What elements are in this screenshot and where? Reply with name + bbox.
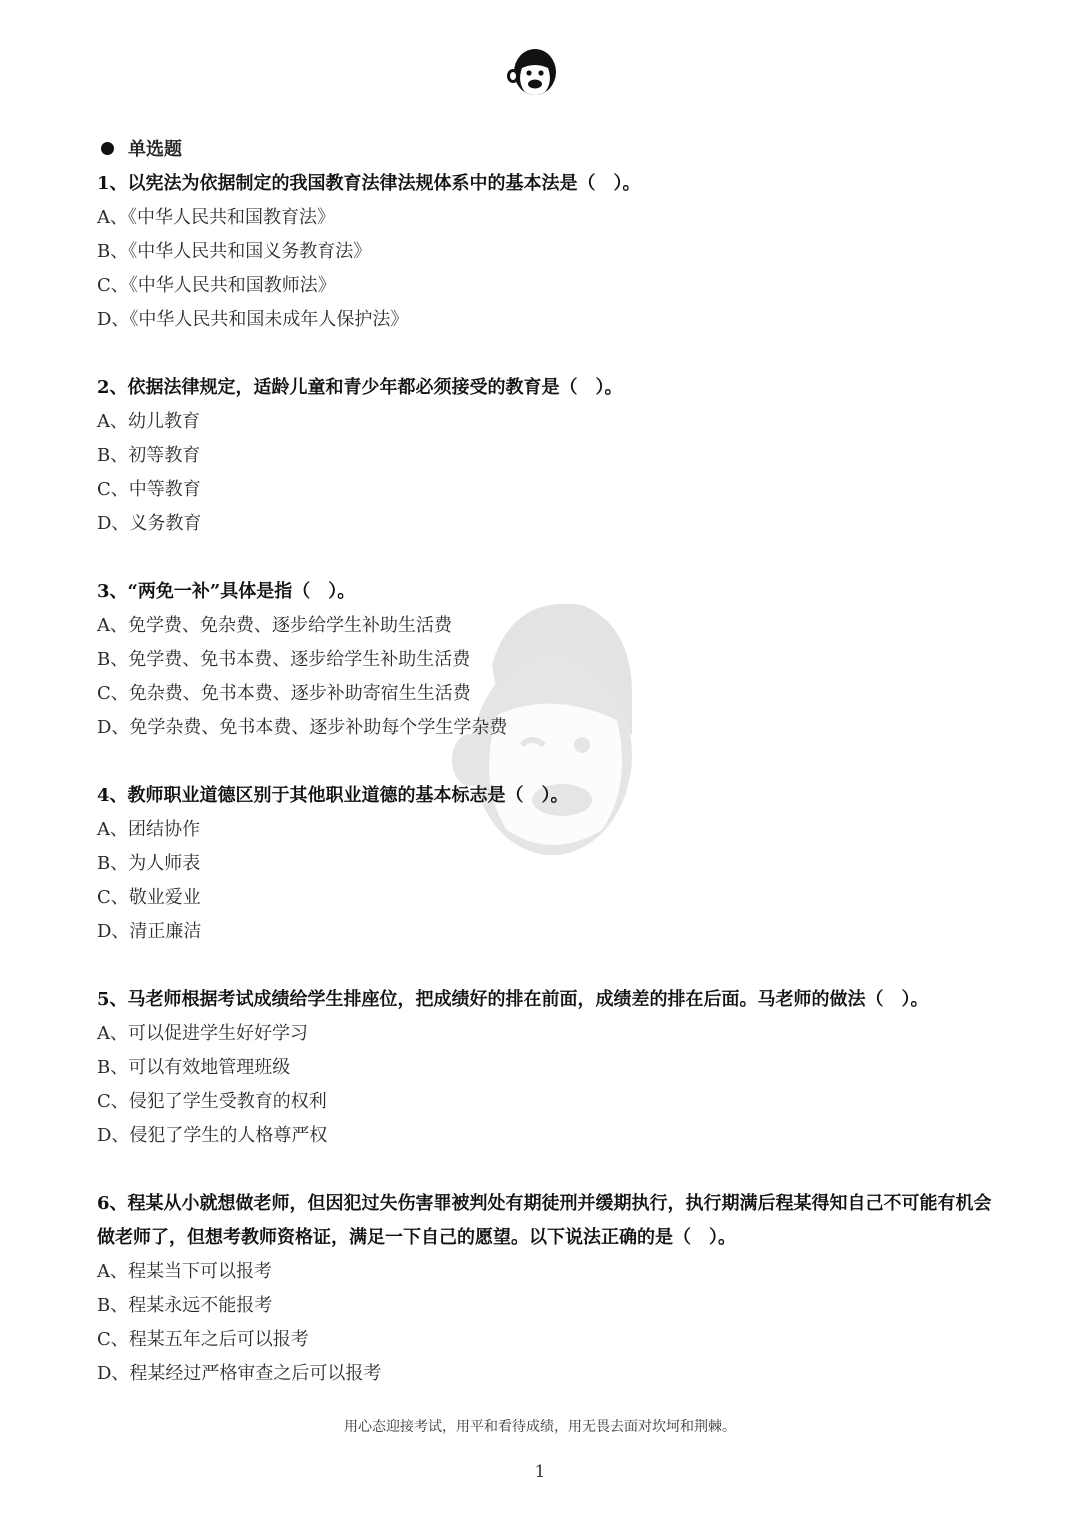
question-5	[97, 983, 997, 1153]
question-stem: 4、教师职业道德区别于其他职业道德的基本标志是（ ）。	[97, 785, 569, 806]
answer-option: C、敬业爱业	[97, 887, 201, 908]
answer-option: B、可以有效地管理班级	[97, 1057, 291, 1078]
answer-option: D、清正廉洁	[97, 921, 202, 942]
question-stem: 5、马老师根据考试成绩给学生排座位，把成绩好的排在前面，成绩差的排在后面。马老师的做法（ ）。	[97, 989, 929, 1010]
section-heading	[97, 133, 997, 163]
answer-option: B、初等教育	[97, 445, 201, 466]
answer-option: A、免学费、免杂费、逐步给学生补助生活费	[97, 615, 452, 636]
exam-content	[97, 133, 997, 1425]
question-list	[97, 167, 997, 1391]
answer-option: D、《中华人民共和国未成年人保护法》	[97, 309, 409, 330]
question-stem: 2、依据法律规定，适龄儿童和青少年都必须接受的教育是（ ）。	[97, 377, 623, 398]
answer-option: C、程某五年之后可以报考	[97, 1329, 309, 1350]
answer-option: C、《中华人民共和国教师法》	[97, 275, 336, 296]
question-1	[97, 167, 997, 337]
question-stem: 3、“两免一补”具体是指（ ）。	[97, 581, 356, 602]
monkey-head-icon	[505, 42, 565, 100]
answer-option: A、幼儿教育	[97, 411, 200, 432]
answer-option: D、义务教育	[97, 513, 202, 534]
answer-option: B、免学费、免书本费、逐步给学生补助生活费	[97, 649, 471, 670]
answer-option: C、侵犯了学生受教育的权利	[97, 1091, 327, 1112]
answer-option: A、可以促进学生好好学习	[97, 1023, 308, 1044]
answer-option: C、免杂费、免书本费、逐步补助寄宿生生活费	[97, 683, 471, 704]
answer-option: B、《中华人民共和国义务教育法》	[97, 241, 372, 262]
section-title: 单选题	[128, 139, 182, 160]
answer-option: D、侵犯了学生的人格尊严权	[97, 1125, 328, 1146]
answer-option: A、程某当下可以报考	[97, 1261, 272, 1282]
question-2	[97, 371, 997, 541]
question-3	[97, 575, 997, 745]
answer-option: D、免学杂费、免书本费、逐步补助每个学生学杂费	[97, 717, 508, 738]
question-stem: 6、程某从小就想做老师，但因犯过失伤害罪被判处有期徒刑并缓期执行，执行期满后程某得知自己不可能有机会做老师了，但想考教师资格证，满足一下自己的愿望。以下说法正确的是（ ）。	[97, 1193, 992, 1248]
page-number: 1	[534, 1462, 546, 1482]
question-6	[97, 1187, 997, 1391]
footer-motto: 用心态迎接考试，用平和看待成绩，用无畏去面对坎坷和荆棘。	[344, 1419, 736, 1435]
question-stem: 1、以宪法为依据制定的我国教育法律法规体系中的基本法是（ ）。	[97, 173, 641, 194]
bullet-icon	[101, 142, 114, 155]
answer-option: D、程某经过严格审查之后可以报考	[97, 1363, 382, 1384]
answer-option: B、为人师表	[97, 853, 201, 874]
answer-option: A、团结协作	[97, 819, 200, 840]
answer-option: B、程某永远不能报考	[97, 1295, 273, 1316]
answer-option: C、中等教育	[97, 479, 201, 500]
question-4	[97, 779, 997, 949]
answer-option: A、《中华人民共和国教育法》	[97, 207, 335, 228]
